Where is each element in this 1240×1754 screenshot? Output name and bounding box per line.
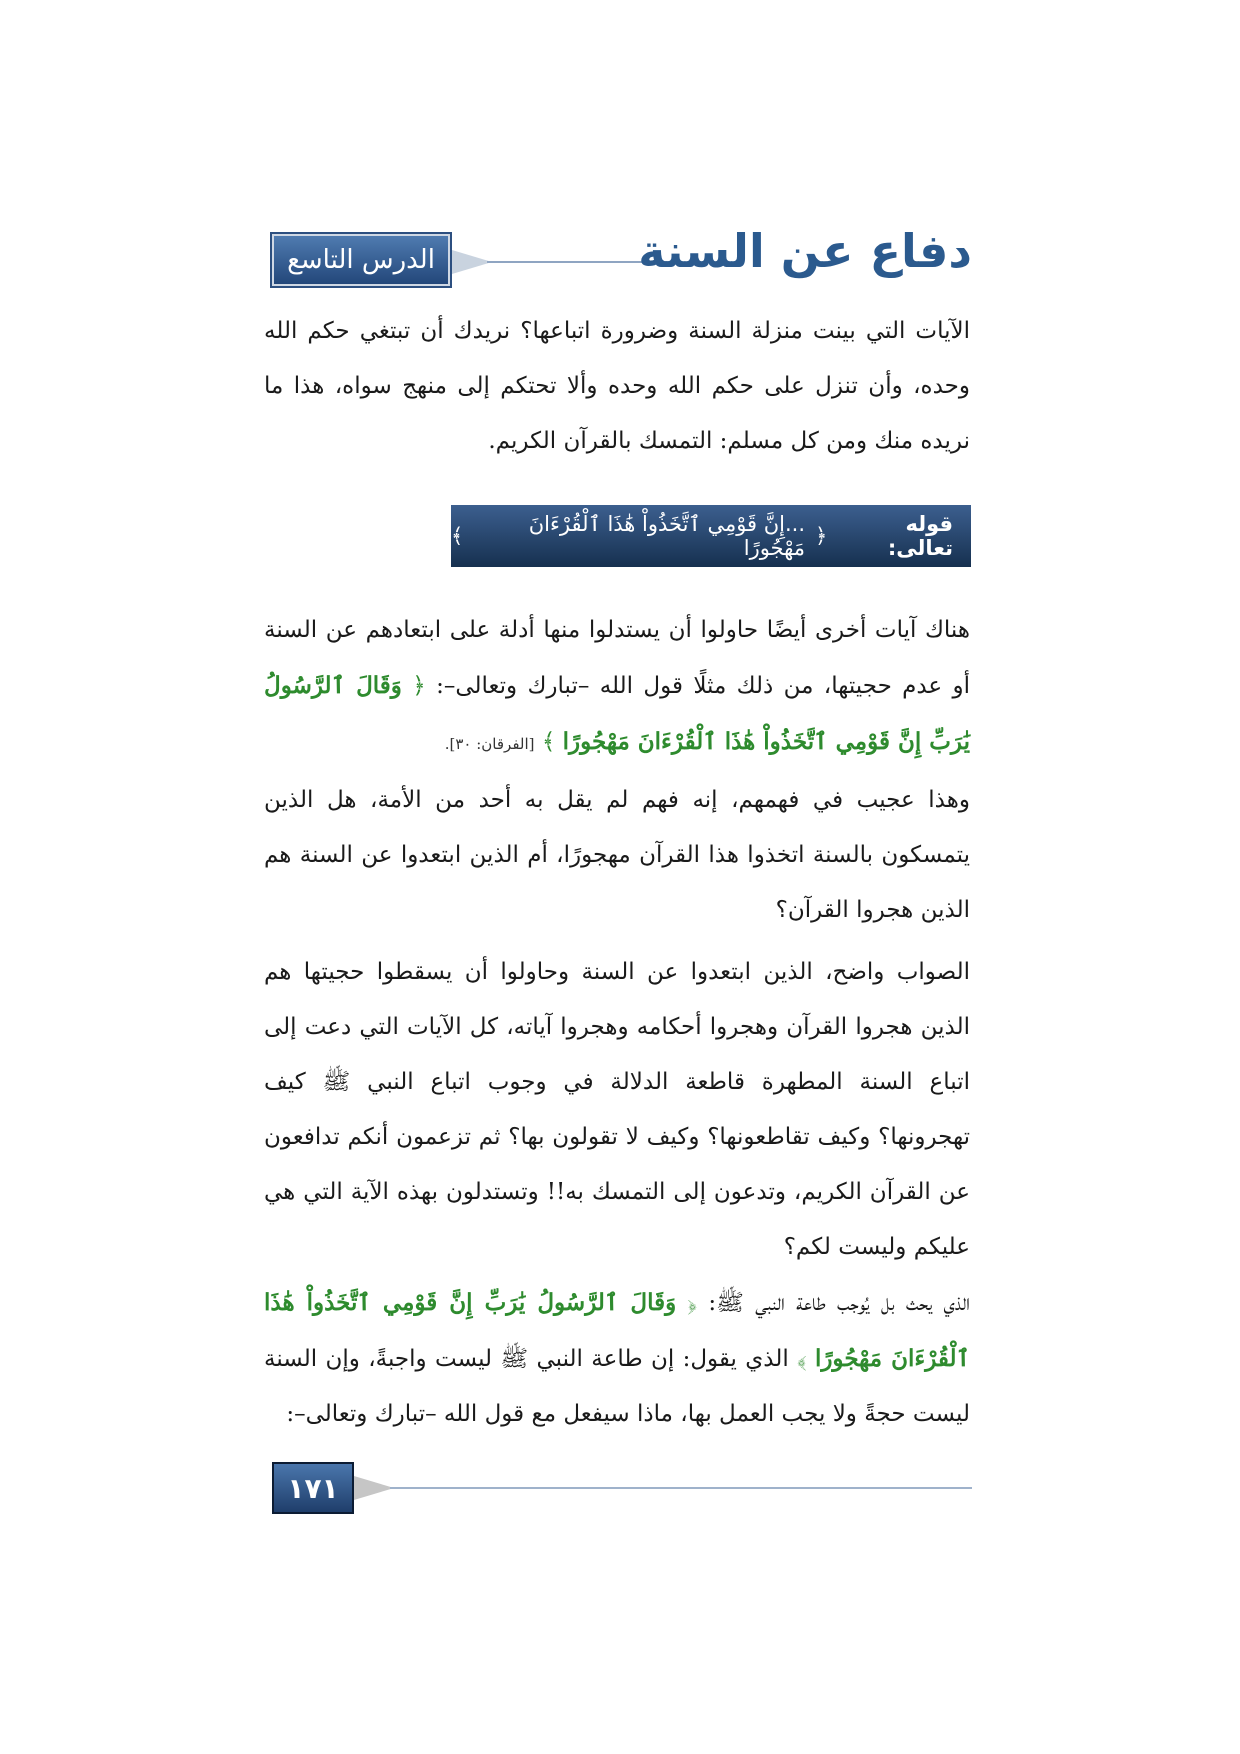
page-header <box>272 224 972 290</box>
verse-heading-close-bracket: ﴾ <box>451 524 464 548</box>
paragraph-4: الصواب واضح، الذين ابتعدوا عن السنة وحاولوا أن يسقطوا حجيتها هم الذين هجروا القرآن وهجروا أحكامه وهجروا آياته، كل الآيات التي دعت إلى اتباع السنة المطهرة قاطعة الدلالة في وجوب اتباع النبي ﷺ كيف تهجرونها؟ وكيف تقاطعونها؟ وكيف لا تقولون بها؟ ثم تزعمون أنكم تدافعون عن القرآن الكريم، وتدعون إلى التمسك به!! وتستدلون بهذه الآية التي هي عليكم وليست لكم؟ <box>264 959 970 1260</box>
lesson-badge: الدرس التاسع <box>272 234 450 286</box>
verse-reference: [الفرقان: ٣٠]. <box>444 735 535 753</box>
verse-open-bracket: ﴿ <box>687 1290 697 1316</box>
verse-heading-band <box>451 505 971 567</box>
verse-heading-text: ...إِنَّ قَوْمِي ٱتَّخَذُواْ هَٰذَا ٱلْقُرْءَانَ مَهْجُورًا <box>528 512 806 560</box>
quran-verse: وَقَالَ ٱلرَّسُولُ يَٰرَبِّ إِنَّ قَوْمِي ٱتَّخَذُواْ هَٰذَا ٱلْقُرْءَانَ مَهْجُورًا <box>264 672 970 755</box>
paragraph-2 <box>264 603 970 772</box>
paragraph-3: وهذا عجيب في فهمهم، إنه فهم لم يقل به أحد من الأمة، هل الذين يتمسكون بالسنة اتخذوا هذا القرآن مهجورًا، أم الذين ابتعدوا عن السنة هم الذين هجروا القرآن؟ <box>264 787 970 923</box>
verse-close-bracket: ﴾ <box>541 729 556 755</box>
verse-heading-open-bracket: ﴿ <box>815 524 828 548</box>
verse-close-bracket: ﴾ <box>797 1346 807 1372</box>
quran-verse: وَقَالَ ٱلرَّسُولُ يَٰرَبِّ إِنَّ قَوْمِي ٱتَّخَذُواْ هَٰذَا ٱلْقُرْءَانَ مَهْجُورًا <box>264 1289 971 1372</box>
paragraph-1: الآيات التي بينت منزلة السنة وضرورة اتباعها؟ نريدك أن تبتغي حكم الله وحده، وأن تنزل على حكم الله وحده وألا تحتكم إلى منهج سواه، هذا ما نريده منك ومن كل مسلم: التمسك بالقرآن الكريم. <box>264 318 970 454</box>
header-wedge-shape <box>452 250 492 274</box>
verse-open-bracket: ﴿ <box>412 673 426 699</box>
verse-heading-label: قوله تعالى: <box>887 512 953 560</box>
paragraph-5 <box>264 1275 970 1442</box>
page-footer <box>272 1462 972 1518</box>
footer-wedge-shape <box>354 1476 394 1500</box>
page-number: ١٧١ <box>272 1462 354 1514</box>
footer-divider-line <box>390 1487 972 1489</box>
paragraph-5-end: الذي يقول: إن طاعة النبي ﷺ ليست واجبةً، وإن السنة ليست حجةً ولا يجب العمل بها، ماذا سيفعل مع قول الله –تبارك وتعالى–: <box>264 1346 970 1427</box>
page-title: دفاع عن السنة <box>638 224 972 278</box>
paragraph-5-start: الذي يحث بل يُوجب طاعة النبي ﷺ: <box>708 1290 971 1316</box>
paragraph-2-text: هناك آيات أخرى أيضًا حاولوا أن يستدلوا منها أدلة على ابتعادهم عن السنة أو عدم حجيتها، من ذلك مثلًا قول الله –تبارك وتعالى–: <box>264 617 970 699</box>
